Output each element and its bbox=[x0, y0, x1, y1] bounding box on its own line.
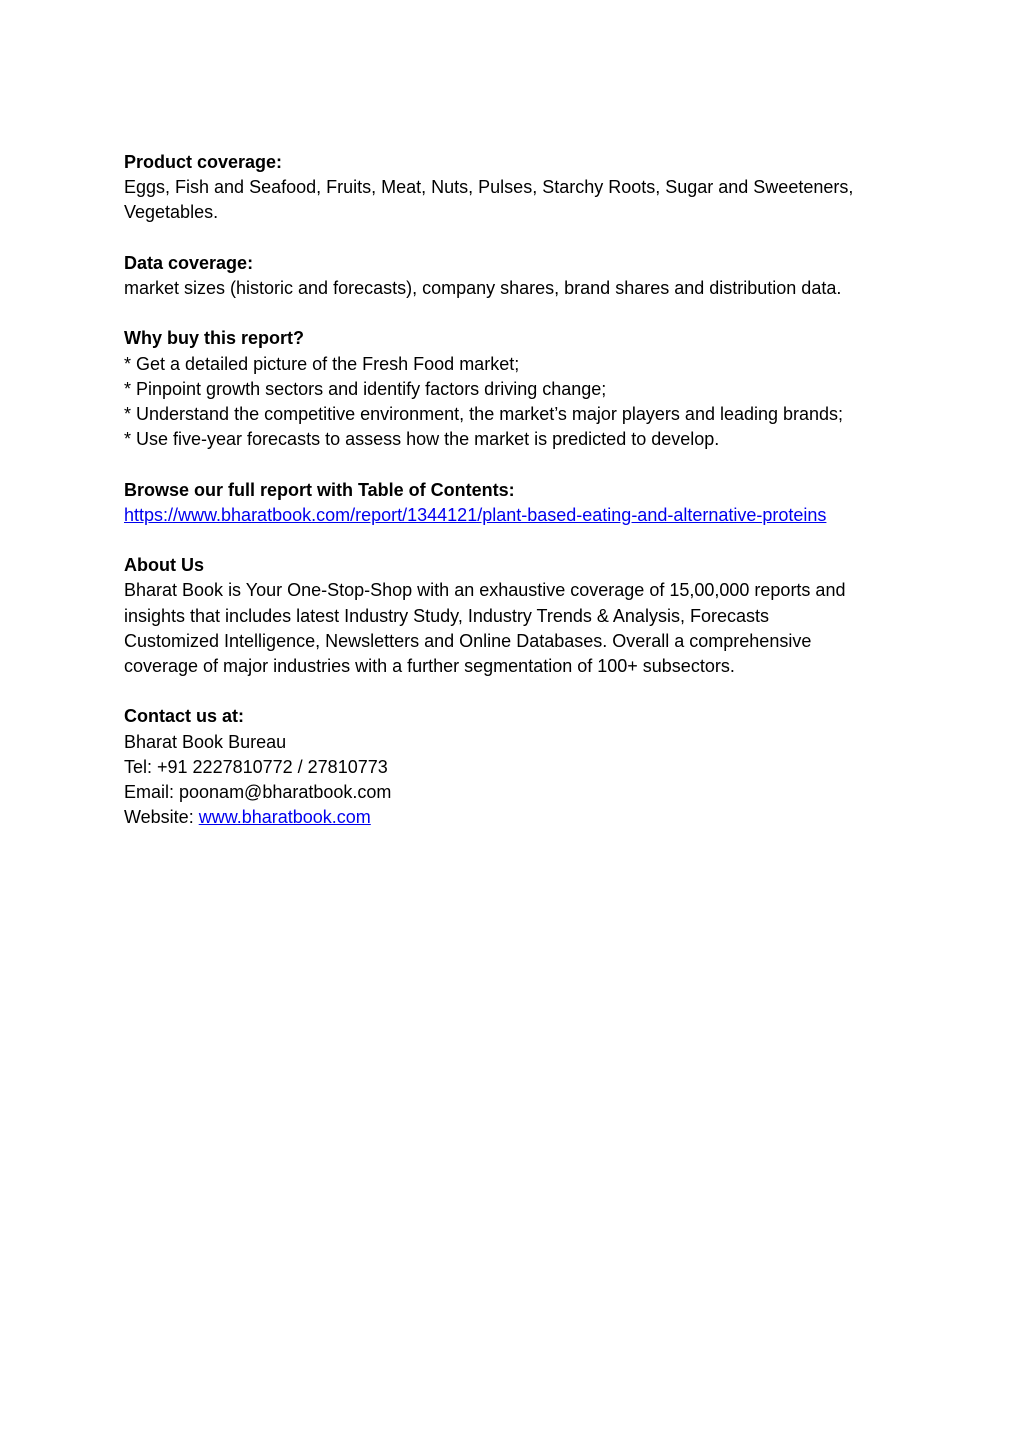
contact-email: Email: poonam@bharatbook.com bbox=[124, 782, 392, 802]
why-buy-heading: Why buy this report? bbox=[124, 328, 304, 349]
product-coverage-text-line-2: Vegetables. bbox=[124, 202, 219, 223]
product-coverage-heading: Product coverage: bbox=[124, 152, 283, 172]
about-us-text-line: insights that includes latest Industry Study, Industry Trends & Analysis, Forecasts bbox=[124, 605, 769, 626]
report-url-link[interactable]: https://www.bharatbook.com/report/1344121/plant-based-eating-and-alternative-proteins bbox=[124, 504, 827, 525]
data-coverage-text: market sizes (historic and forecasts), company shares, brand shares and distribution data. bbox=[124, 278, 842, 298]
about-us-text-line: Customized Intelligence, Newsletters and Online Databases. Overall a comprehensive bbox=[124, 630, 812, 651]
product-coverage-text-line-1: Eggs, Fish and Seafood, Fruits, Meat, Nuts, Pulses, Starchy Roots, Sugar and Sweeteners, bbox=[124, 177, 854, 198]
contact-company: Bharat Book Bureau bbox=[124, 731, 287, 752]
data-coverage-heading: Data coverage: bbox=[124, 252, 254, 273]
about-us-text-line: coverage of major industries with a further segmentation of 100+ subsectors. bbox=[124, 656, 735, 676]
contact-telephone: Tel: +91 2227810772 / 27810773 bbox=[124, 756, 388, 777]
about-us-heading: About Us bbox=[124, 555, 204, 576]
contact-website-line bbox=[124, 805, 914, 830]
why-buy-bullet: * Get a detailed picture of the Fresh Food market; bbox=[124, 353, 520, 374]
product-coverage-section bbox=[124, 150, 914, 226]
about-us-text-line: Bharat Book is Your One-Stop-Shop with an exhaustive coverage of 15,00,000 reports and bbox=[124, 580, 846, 601]
website-link[interactable]: www.bharatbook.com bbox=[198, 807, 371, 828]
why-buy-bullet: * Pinpoint growth sectors and identify factors driving change; bbox=[124, 378, 607, 399]
browse-report-heading: Browse our full report with Table of Contents: bbox=[124, 479, 515, 500]
document-content bbox=[124, 150, 914, 856]
contact-section bbox=[124, 704, 914, 830]
data-coverage-section bbox=[124, 251, 914, 301]
browse-report-section bbox=[124, 478, 914, 528]
why-buy-bullet: * Understand the competitive environment, the market’s major players and leading brands; bbox=[124, 404, 844, 424]
why-buy-section bbox=[124, 326, 914, 452]
why-buy-bullet: * Use five-year forecasts to assess how the market is predicted to develop. bbox=[124, 429, 720, 450]
contact-heading: Contact us at: bbox=[124, 706, 245, 727]
about-us-section bbox=[124, 553, 914, 679]
contact-website-label: Website: bbox=[124, 807, 199, 828]
